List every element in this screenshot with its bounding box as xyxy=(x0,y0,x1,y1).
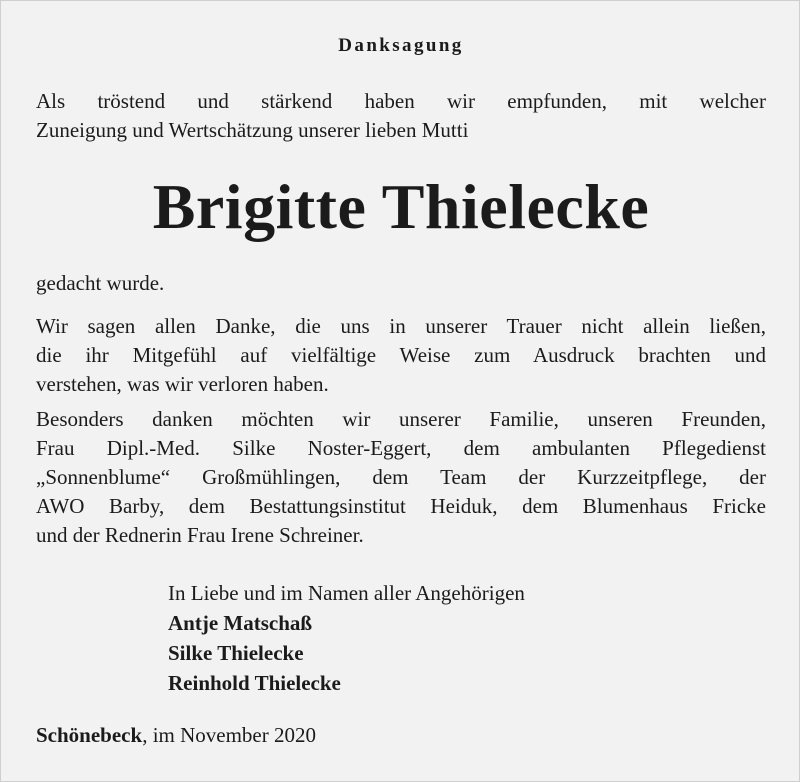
text-line: Als tröstend und stärkend haben wir empfunden, mit welcher xyxy=(36,89,766,113)
special-thanks-paragraph xyxy=(36,405,766,550)
text-line: verstehen, was wir verloren haben. xyxy=(36,372,329,396)
date-text: , im November 2020 xyxy=(142,723,316,747)
text-line: Besonders danken möchten wir unserer Familie, unseren Freunden, xyxy=(36,407,766,431)
text-line: „Sonnenblume“ Großmühlingen, dem Team der Kurzzeitpflege, der xyxy=(36,465,766,489)
place-name: Schönebeck xyxy=(36,723,143,747)
thanks-paragraph xyxy=(36,312,766,399)
signature-intro: In Liebe und im Namen aller Angehörigen xyxy=(168,581,525,605)
deceased-name: Brigitte Thielecke xyxy=(152,171,650,242)
text-line: und der Rednerin Frau Irene Schreiner. xyxy=(36,523,364,547)
text-line: gedacht wurde. xyxy=(36,271,165,295)
text-line: Frau Dipl.-Med. Silke Noster-Eggert, dem ambulanten Pflegedienst xyxy=(36,436,766,460)
place-date xyxy=(36,720,316,750)
text-line: Wir sagen allen Danke, die uns in unserer Trauer nicht allein ließen, xyxy=(36,314,766,338)
signer-name: Silke Thielecke xyxy=(168,641,304,665)
signer-name: Reinhold Thielecke xyxy=(168,671,341,695)
text-line: AWO Barby, dem Bestattungsinstitut Heiduk, dem Blumenhaus Fricke xyxy=(36,494,766,518)
intro-paragraph xyxy=(36,87,766,145)
text-line: die ihr Mitgefühl auf vielfältige Weise zum Ausdruck brachten und xyxy=(36,343,766,367)
signature-block xyxy=(168,578,525,698)
remembered-line xyxy=(36,269,766,298)
signer-name: Antje Matschaß xyxy=(168,611,313,635)
notice-heading: Danksagung xyxy=(338,35,464,56)
text-line: Zuneigung und Wertschätzung unserer lieben Mutti xyxy=(36,118,469,142)
